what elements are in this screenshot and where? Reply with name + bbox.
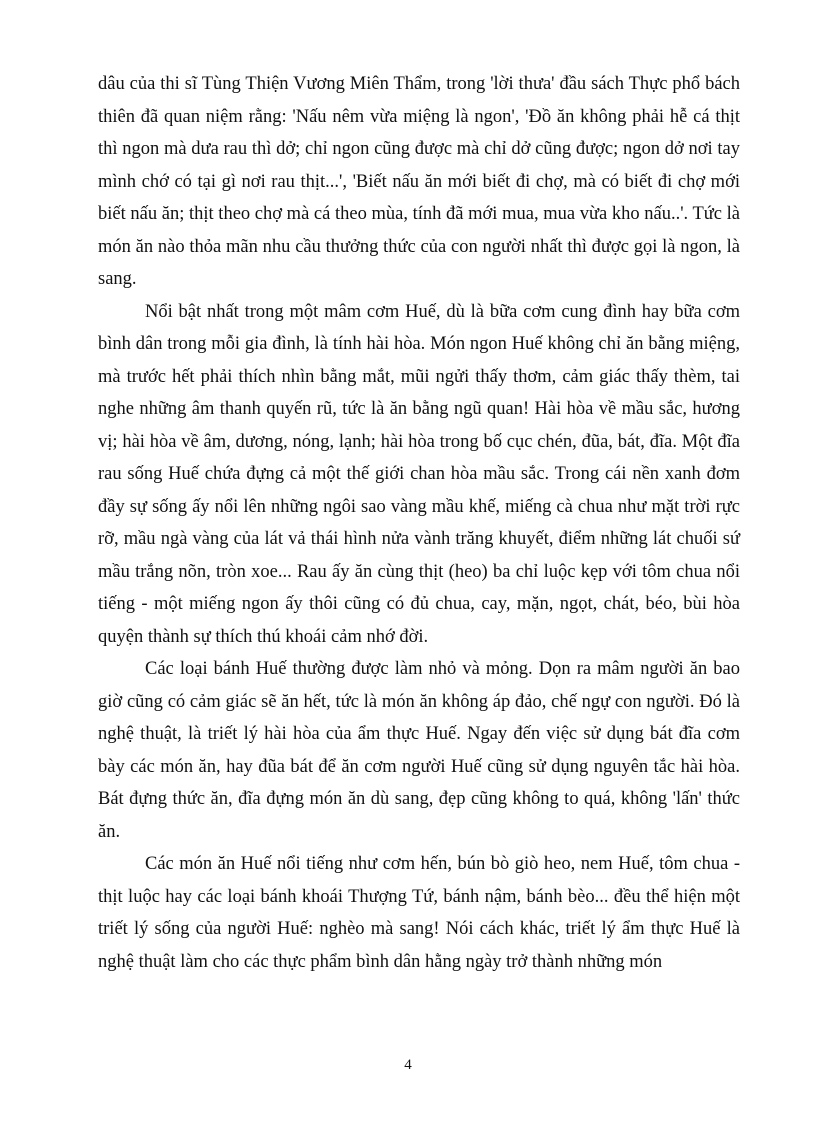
page-number: 4 [404, 1057, 412, 1073]
document-page [98, 68, 740, 978]
paragraph-hue-cakes: Các loại bánh Huế thường được làm nhỏ và mỏng. Dọn ra mâm người ăn bao giờ cũng có cảm giác sẽ ăn hết, tức là món ăn không áp đảo, chế ngự con người. Đó là nghệ thuật, là triết lý hài hòa của ẩm thực Huế. Ngay đến việc sử dụng bát đĩa cơm bày các món ăn, hay đũa bát để ăn cơm người Huế cũng sử dụng nguyên tắc hài hòa. Bát đựng thức ăn, đĩa đựng món ăn dù sang, đẹp cũng không to quá, không 'lấn' thức ăn. [98, 659, 740, 842]
paragraph-continued: dâu của thi sĩ Tùng Thiện Vương Miên Thẩm, trong 'lời thưa' đầu sách Thực phổ bách thiên đã quan niệm rằng: 'Nấu nêm vừa miệng là ngon', 'Đồ ăn không phải hễ cá thịt thì ngon mà dưa rau thì dở; chỉ ngon cũng được mà chỉ dở cũng được; ngon dở nơi tay mình chớ có tại gì nơi rau thịt...', 'Biết nấu ăn mới biết đi chợ, mà có biết đi chợ mới biết nấu ăn; thịt theo chợ mà cá theo mùa, tính đã mới mua, mua vừa kho nấu..'. Tức là món ăn nào thỏa mãn nhu cầu thưởng thức của con người nhất thì được gọi là ngon, là sang. [98, 74, 740, 289]
paragraph-harmony: Nổi bật nhất trong một mâm cơm Huế, dù là bữa cơm cung đình hay bữa cơm bình dân trong mỗi gia đình, là tính hài hòa. Món ngon Huế không chỉ ăn bằng miệng, mà trước hết phải thích nhìn bằng mắt, mũi ngửi thấy thơm, cảm giác thấy thèm, tai nghe những âm thanh quyến rũ, tức là ăn bằng ngũ quan! Hài hòa về mầu sắc, hương vị; hài hòa về âm, dương, nóng, lạnh; hài hòa trong bố cục chén, đũa, bát, đĩa. Một đĩa rau sống Huế chứa đựng cả một thế giới chan hòa mầu sắc. Trong cái nền xanh đơm đầy sự sống ấy nổi lên những ngôi sao vàng mầu khế, miếng cà chua như mặt trời rực rỡ, mầu ngà vàng của lát vả thái hình nửa vành trăng khuyết, điểm những lát chuối sứ mầu trắng nõn, tròn xoe... Rau ấy ăn cùng thịt (heo) ba chỉ luộc kẹp với tôm chua nổi tiếng - một miếng ngon ấy thôi cũng có đủ chua, cay, mặn, ngọt, chát, béo, bùi hòa quyện thành sự thích thú khoái cảm nhớ đời. [98, 301, 740, 647]
paragraph-famous-dishes: Các món ăn Huế nổi tiếng như cơm hến, bún bò giò heo, nem Huế, tôm chua - thịt luộc hay các loại bánh khoái Thượng Tứ, bánh nậm, bánh bèo... đều thể hiện một triết lý sống của người Huế: nghèo mà sang! Nói cách khác, triết lý ẩm thực Huế là nghệ thuật làm cho các thực phẩm bình dân hằng ngày trở thành những món [98, 854, 740, 972]
